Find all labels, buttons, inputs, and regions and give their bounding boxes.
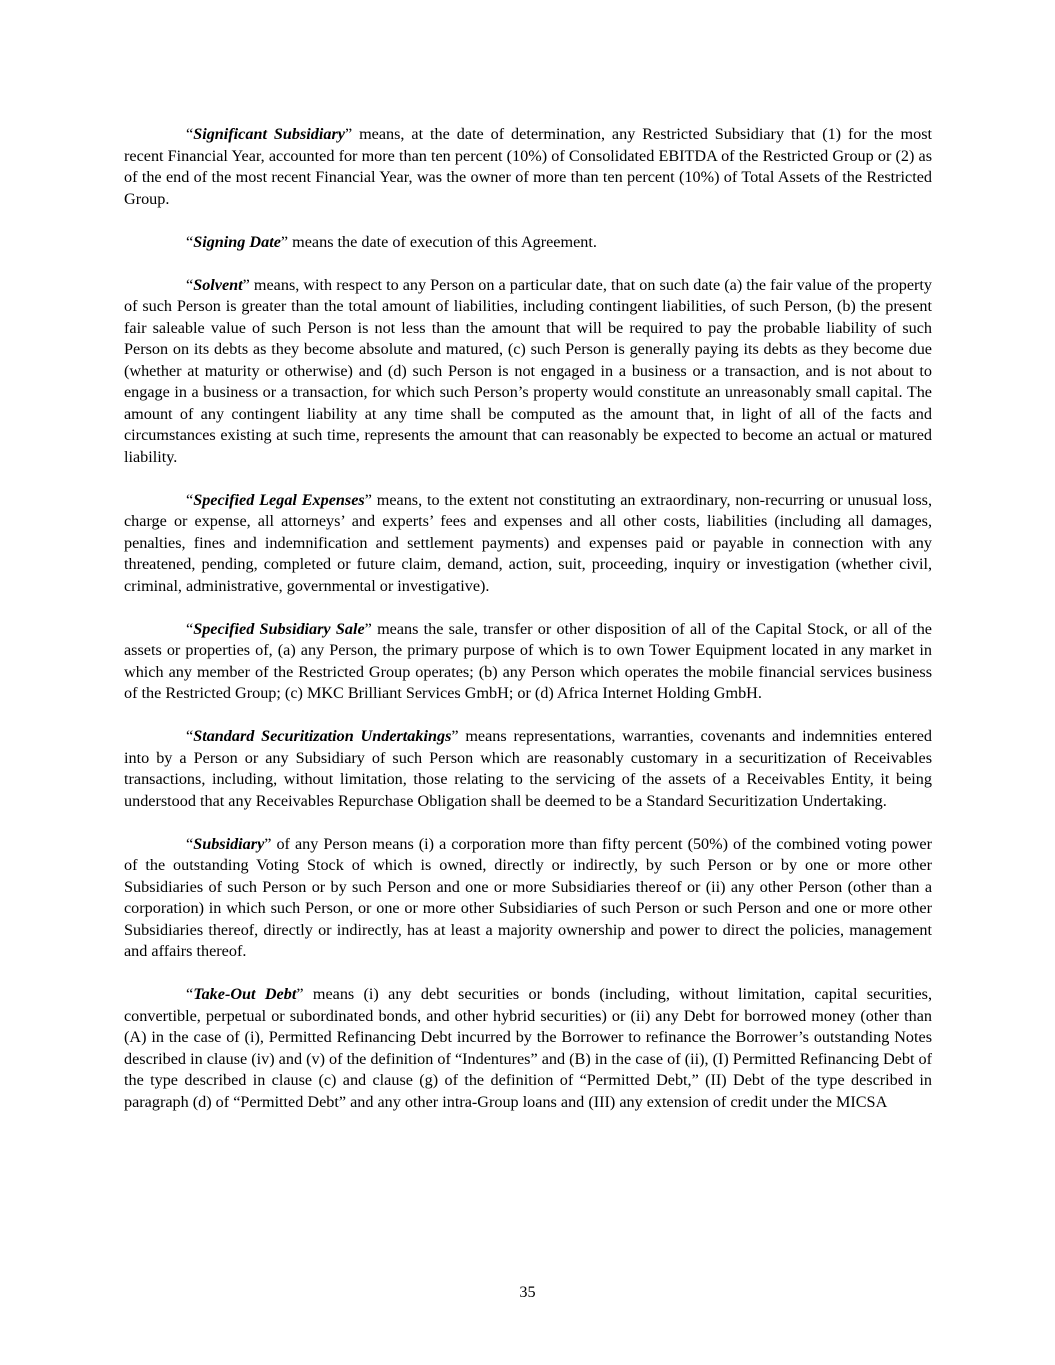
definition-text: ” means, to the extent not constituting an extraordinary, non-recurring or unusual loss, charge or expense, all attorneys’ and experts’ fees and expenses and all other costs, liabilities (including all damages, penalties, fines and indemnification and settlement payments) and expenses paid or payable in connection with any threatened, pending, completed or future claim, demand, action, suit, proceeding, inquiry or investigation (whether civil, criminal, administrative, governmental or investigative). — [124, 490, 932, 595]
definition-signing-date — [124, 232, 932, 254]
definition-text: ” means, with respect to any Person on a particular date, that on such date (a) the fair value of the property of such Person is greater than the total amount of liabilities, including contingent liabilities, of such Person, (b) the present fair saleable value of such Person is not less than the amount that will be required to pay the probable liability of such Person on its debts as they become absolute and matured, (c) such Person is generally paying its debts as they become due (whether at maturity or otherwise) and (d) such Person is not engaged in a business or a transaction, and is not about to engage in a business or a transaction, for which such Person’s property would constitute an unreasonably small capital. The amount of any contingent liability at any time shall be computed as the amount that, in light of all of the facts and circumstances existing at such time, represents the amount that can reasonably be expected to become an actual or matured liability. — [124, 275, 932, 466]
open-quote: “ — [186, 985, 194, 1003]
defined-term: Subsidiary — [193, 834, 265, 853]
definition-subsidiary — [124, 834, 932, 963]
open-quote: “ — [186, 619, 194, 638]
open-quote: “ — [186, 275, 194, 294]
open-quote: “ — [186, 727, 194, 745]
defined-term: Standard Securitization Undertakings — [193, 727, 452, 745]
definition-text: ” means (i) any debt securities or bonds (including, without limitation, capital securities, convertible, perpetual or subordinated bonds, and other hybrid securities) or (ii) any Debt for borrowed money (other than (A) in the case of (i), Permitted Refinancing Debt incurred by the Borrower to refinance the Borrower’s outstanding Notes described in clause (iv) and (v) of the definition of “Indentures” and (B) in the case of (ii), (I) Permitted Refinancing Debt of the type described in clause (c) and clause (g) of the definition of “Permitted Debt,” (II) Debt of the type described in paragraph (d) of “Permitted Debt” and any other intra-Group loans and (III) any extension of credit under the MICSA — [124, 985, 932, 1111]
definition-specified-legal-expenses — [124, 490, 932, 598]
defined-term: Specified Subsidiary Sale — [193, 619, 365, 638]
definition-take-out-debt — [124, 984, 932, 1113]
definition-text: ” means representations, warranties, covenants and indemnities entered into by a Person or any Subsidiary of such Person which are reasonably customary in a securitization of Receivables transactions, including, without limitation, those relating to the servicing of the assets of a Receivables Entity, it being understood that any Receivables Repurchase Obligation shall be deemed to be a Standard Securitization Undertaking. — [124, 727, 932, 810]
defined-term: Take-Out Debt — [193, 985, 297, 1003]
open-quote: “ — [186, 125, 194, 143]
document-page — [124, 124, 932, 1135]
definition-text: ” means, at the date of determination, any Restricted Subsidiary that (1) for the most recent Financial Year, accounted for more than ten percent (10%) of Consolidated EBITDA of the Restricted Group or (2) as of the end of the most recent Financial Year, was the owner of more than ten percent (10%) of Total Assets of the Restricted Group. — [124, 125, 932, 208]
definition-significant-subsidiary — [124, 124, 932, 210]
page-number: 35 — [519, 1283, 536, 1301]
defined-term: Specified Legal Expenses — [193, 490, 365, 509]
open-quote: “ — [186, 232, 194, 251]
open-quote: “ — [186, 490, 194, 509]
definition-specified-subsidiary-sale — [124, 619, 932, 705]
defined-term: Signing Date — [193, 232, 281, 251]
definition-text: ” of any Person means (i) a corporation more than fifty percent (50%) of the combined voting power of the outstanding Voting Stock of which is owned, directly or indirectly, by such Person or by one or more other Subsidiaries of such Person or by such Person and one or more Subsidiaries thereof or (ii) any other Person (other than a corporation) in which such Person, or one or more other Subsidiaries of such Person or such Person and one or more other Subsidiaries thereof, directly or indirectly, has at least a majority ownership and power to direct the policies, management and affairs thereof. — [124, 834, 932, 960]
definition-standard-securitization-undertakings — [124, 726, 932, 812]
definition-solvent — [124, 275, 932, 469]
definition-text: ” means the sale, transfer or other disposition of all of the Capital Stock, or all of the assets or properties of, (a) any Person, the primary purpose of which is to own Tower Equipment located in any market in which any member of the Restricted Group operates; (b) any Person which operates the mobile financial services business of the Restricted Group; (c) MKC Brilliant Services GmbH; or (d) Africa Internet Holding GmbH. — [124, 619, 932, 702]
definition-text: ” means the date of execution of this Agreement. — [280, 232, 597, 251]
defined-term: Significant Subsidiary — [193, 125, 345, 143]
defined-term: Solvent — [193, 275, 243, 294]
open-quote: “ — [186, 834, 194, 853]
